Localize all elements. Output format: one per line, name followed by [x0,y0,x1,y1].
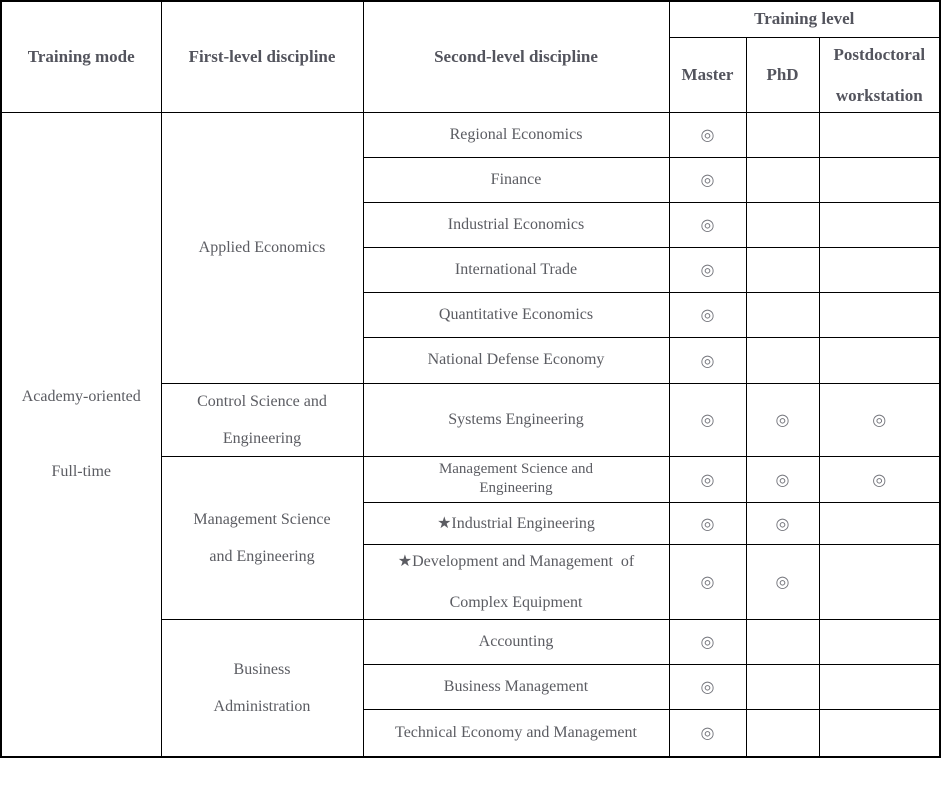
header-first-level-discipline: First-level discipline [161,1,363,112]
master-mark-cell: ◎ [669,292,746,337]
postdoc-label-line2: workstation [835,85,923,105]
first-level-label-line2: and Engineering [209,547,315,565]
first-level-cell-management-science [161,456,363,619]
master-mark-cell: ◎ [669,544,746,619]
master-mark-cell: ◎ [669,202,746,247]
postdoc-mark-cell [819,664,940,709]
phd-mark-cell [746,292,819,337]
master-mark-cell: ◎ [669,383,746,456]
second-level-cell [363,456,669,502]
phd-mark-cell [746,664,819,709]
header-phd: PhD [746,37,819,112]
master-mark-cell: ◎ [669,619,746,664]
second-level-cell [363,337,669,383]
second-level-label: International Trade [454,260,578,278]
first-level-cell-control-science [161,383,363,456]
header-training-mode: Training mode [1,1,161,112]
postdoc-mark-cell [819,502,940,544]
second-level-cell [363,709,669,757]
postdoc-mark-cell [819,112,940,157]
training-mode-line2: Full-time [51,463,112,481]
phd-mark-cell: ◎ [746,502,819,544]
phd-mark-cell: ◎ [746,456,819,502]
second-level-label-line1: Management Science and [438,461,594,477]
second-level-label: Quantitative Economics [438,305,594,323]
table-row [1,112,940,157]
postdoc-mark-cell [819,202,940,247]
second-level-label: Technical Economy and Management [395,723,637,741]
master-mark-cell: ◎ [669,337,746,383]
master-mark-cell: ◎ [669,664,746,709]
second-level-cell [363,502,669,544]
first-level-label: Applied Economics [198,238,326,256]
first-level-label-line1: Control Science and [197,392,327,410]
second-level-label: Business Management [443,677,589,695]
postdoc-mark-cell [819,247,940,292]
phd-mark-cell [746,337,819,383]
master-mark-cell: ◎ [669,502,746,544]
postdoc-mark-cell [819,544,940,619]
postdoc-mark-cell [819,709,940,757]
second-level-cell [363,157,669,202]
second-level-cell [363,292,669,337]
postdoc-mark-cell [819,292,940,337]
phd-mark-cell [746,619,819,664]
phd-mark-cell [746,202,819,247]
postdoc-mark-cell [819,619,940,664]
first-level-cell-business-administration [161,619,363,757]
phd-mark-cell [746,112,819,157]
postdoc-label-line1: Postdoctoral [833,44,926,64]
phd-mark-cell [746,709,819,757]
header-row-top [1,1,940,37]
header-training-level: Training level [669,1,940,37]
postdoc-mark-cell: ◎ [819,383,940,456]
first-level-label-line1: Management Science [193,510,331,528]
second-level-label: National Defense Economy [427,351,605,368]
master-mark-cell: ◎ [669,456,746,502]
second-level-label-line2: Engineering [479,480,553,496]
header-master: Master [669,37,746,112]
master-mark-cell: ◎ [669,247,746,292]
phd-mark-cell [746,247,819,292]
master-mark-cell: ◎ [669,157,746,202]
training-mode-cell [1,112,161,757]
master-mark-cell: ◎ [669,112,746,157]
master-mark-cell: ◎ [669,709,746,757]
phd-mark-cell: ◎ [746,544,819,619]
second-level-cell [363,664,669,709]
header-postdoctoral-workstation [819,37,940,112]
second-level-label: ★Industrial Engineering [437,515,595,532]
second-level-label: Industrial Economics [447,215,585,233]
second-level-label: Regional Economics [449,125,583,143]
second-level-label: Accounting [478,632,554,650]
second-level-label-line1: ★Development and Management of [397,552,635,570]
training-mode-line1: Academy-oriented [21,388,141,406]
second-level-cell [363,112,669,157]
second-level-label-line2: Complex Equipment [449,593,583,611]
postdoc-mark-cell [819,157,940,202]
postdoc-mark-cell: ◎ [819,456,940,502]
second-level-cell [363,247,669,292]
postdoc-mark-cell [819,337,940,383]
first-level-label-line1: Business [233,660,291,678]
phd-mark-cell: ◎ [746,383,819,456]
second-level-label: Finance [490,170,542,188]
second-level-cell [363,383,669,456]
first-level-label-line2: Engineering [222,429,302,447]
first-level-label-line2: Administration [213,697,311,715]
first-level-cell-applied-economics [161,112,363,383]
phd-mark-cell [746,157,819,202]
header-second-level-discipline: Second-level discipline [363,1,669,112]
second-level-cell [363,202,669,247]
second-level-label: Systems Engineering [448,410,584,428]
second-level-cell [363,544,669,619]
second-level-cell [363,619,669,664]
